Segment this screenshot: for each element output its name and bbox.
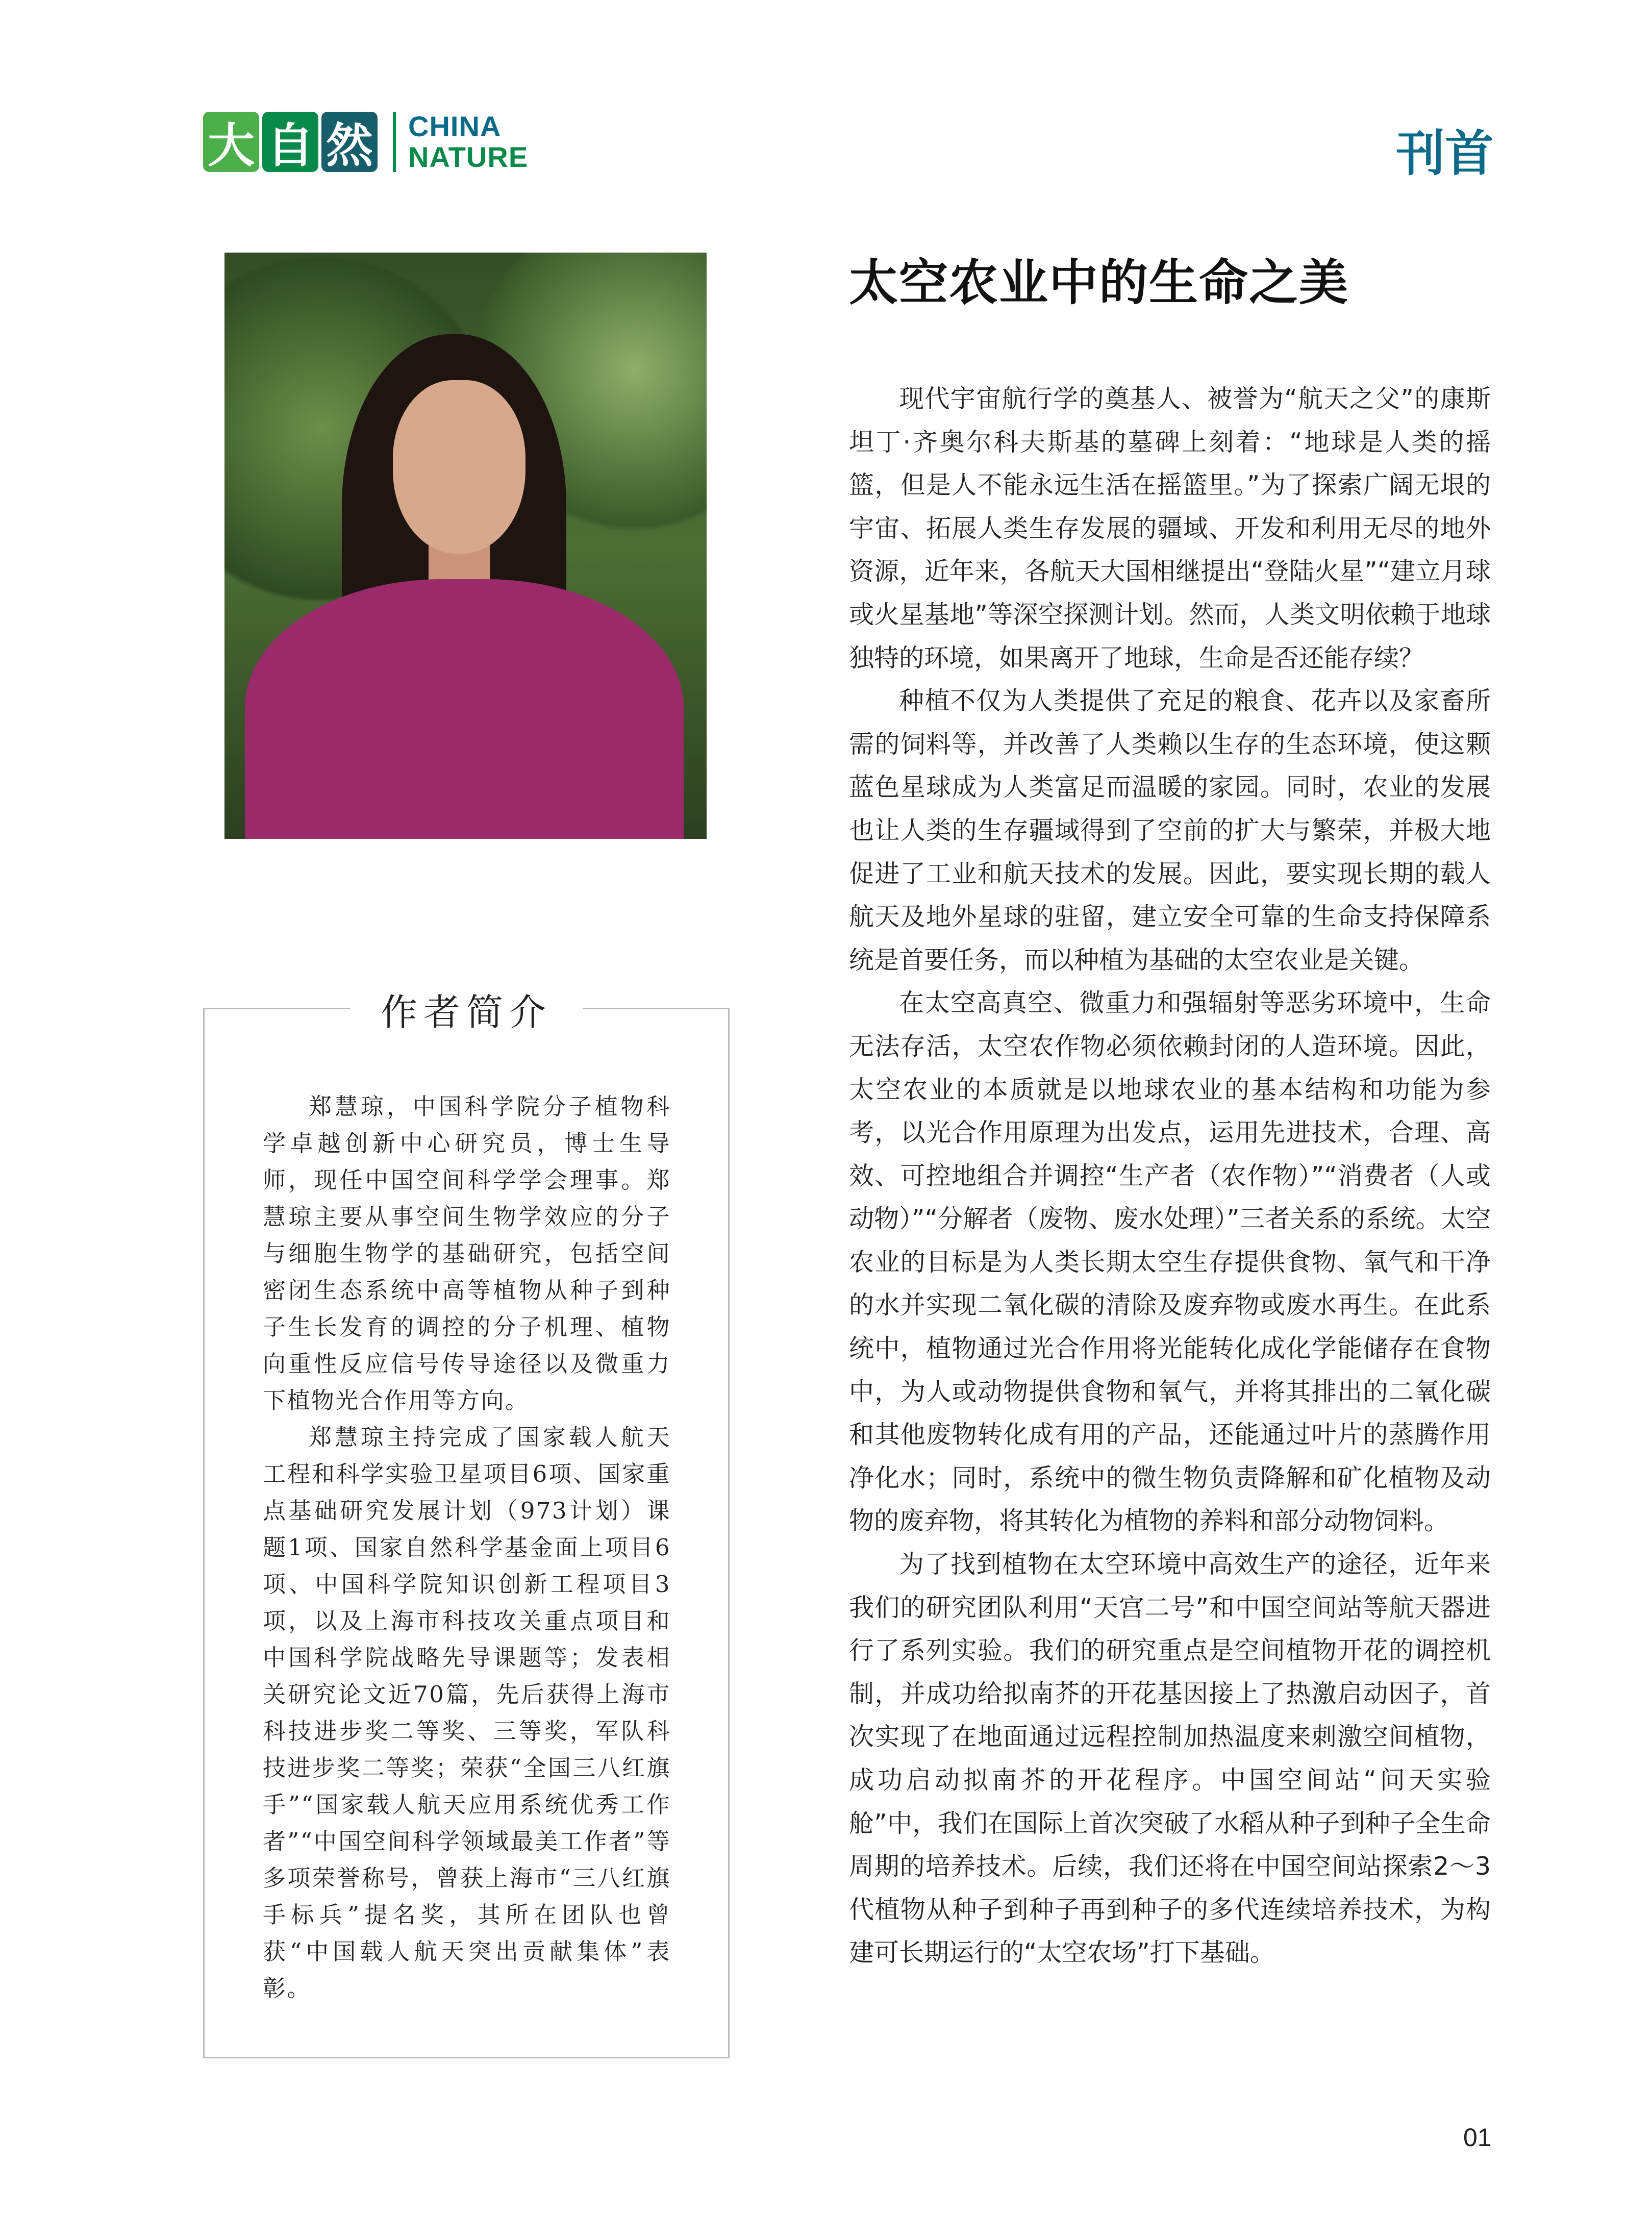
- logo-english: [408, 111, 528, 172]
- logo-china: CHINA: [408, 110, 502, 142]
- logo-tile: 然: [321, 112, 378, 172]
- logo-tile: 自: [262, 112, 318, 172]
- logo-tile: 大: [203, 112, 259, 172]
- author-bio-box: [203, 991, 730, 2058]
- page-number: 01: [1463, 2123, 1492, 2152]
- magazine-logo: [203, 111, 528, 173]
- logo-divider: [393, 112, 396, 172]
- author-photo: [224, 253, 707, 839]
- photo-blouse: [245, 579, 684, 839]
- author-paragraph: 郑慧琼主持完成了国家载人航天工程和科学实验卫星项目6项、国家重点基础研究发展计划（973计划）课题1项、国家自然科学基金面上项目6项、中国科学院知识创新工程项目3项，以及上海市科技攻关重点项目和中国科学院战略先导课题等；发表相关研究论文近70篇，先后获得上海市科技进步奖二等奖、三等奖，军队科技进步奖二等奖；荣获“全国三八红旗手”“国家载人航天应用系统优秀工作者”“中国空间科学领域最美工作者”等多项荣誉称号，曾获上海市“三八红旗手标兵”提名奖，其所在团队也曾获“中国载人航天突出贡献集体”表彰。: [263, 1424, 671, 2002]
- author-paragraph: 郑慧琼，中国科学院分子植物科学卓越创新中心研究员，博士生导师，现任中国空间科学学会理事。郑慧琼主要从事空间生物学效应的分子与细胞生物学的基础研究，包括空间密闭生态系统中高等植物从种子到种子生长发育的调控的分子机理、植物向重性反应信号传导途径以及微重力下植物光合作用等方向。: [263, 1093, 671, 1414]
- article-title: 太空农业中的生命之美: [849, 254, 1349, 311]
- author-bio-text: [263, 1088, 671, 2007]
- article-paragraph: 为了找到植物在太空环境中高效生产的途径，近年来我们的研究团队利用“天宫二号”和中国空间站等航天器进行了系列实验。我们的研究重点是空间植物开花的调控机制，并成功给拟南芥的开花基因接上了热激启动因子，首次实现了在地面通过远程控制加热温度来刺激空间植物，成功启动拟南芥的开花程序。中国空间站“问天实验舱”中，我们在国际上首次突破了水稻从种子到种子全生命周期的培养技术。后续，我们还将在中国空间站探索2～3代植物从种子到种子再到种子的多代连续培养技术，为构建可长期运行的“太空农场”打下基础。: [849, 1550, 1491, 1968]
- author-bio-heading: 作者简介: [350, 983, 583, 1036]
- article-paragraph: 在太空高真空、微重力和强辐射等恶劣环境中，生命无法存活，太空农作物必须依赖封闭的人造环境。因此，太空农业的本质就是以地球农业的基本结构和功能为参考，以光合作用原理为出发点，运用先进技术，合理、高效、可控地组合并调控“生产者（农作物）”“消费者（人或动物）”“分解者（废物、废水处理）”三者关系的系统。太空农业的目标是为人类长期太空生存提供食物、氧气和干净的水并实现二氧化碳的清除及废弃物或废水再生。在此系统中，植物通过光合作用将光能转化成化学能储存在食物中，为人或动物提供食物和氧气，并将其排出的二氧化碳和其他废物转化成有用的产品，还能通过叶片的蒸腾作用净化水；同时，系统中的微生物负责降解和矿化植物及动物的废弃物，将其转化为植物的养料和部分动物饲料。: [849, 988, 1491, 1536]
- logo-nature: NATURE: [408, 141, 529, 173]
- section-label: 刊首: [1396, 125, 1494, 182]
- article-paragraph: 现代宇宙航行学的奠基人、被誉为“航天之父”的康斯坦丁·齐奥尔科夫斯基的墓碑上刻着：“地球是人类的摇篮，但是人不能永远生活在摇篮里。”为了探索广阔无垠的宇宙、拓展人类生存发展的疆域、开发和利用无尽的地外资源，近年来，各航天大国相继提出“登陆火星”“建立月球或火星基地”等深空探测计划。然而，人类文明依赖于地球独特的环境，如果离开了地球，生命是否还能存续？: [849, 384, 1491, 673]
- article-paragraph: 种植不仅为人类提供了充足的粮食、花卉以及家畜所需的饲料等，并改善了人类赖以生存的生态环境，使这颗蓝色星球成为人类富足而温暖的家园。同时，农业的发展也让人类的生存疆域得到了空前的扩大与繁荣，并极大地促进了工业和航天技术的发展。因此，要实现长期的载人航天及地外星球的驻留，建立安全可靠的生命支持保障系统是首要任务，而以种植为基础的太空农业是关键。: [849, 686, 1491, 975]
- photo-face: [393, 380, 525, 554]
- article-body: [849, 378, 1491, 1975]
